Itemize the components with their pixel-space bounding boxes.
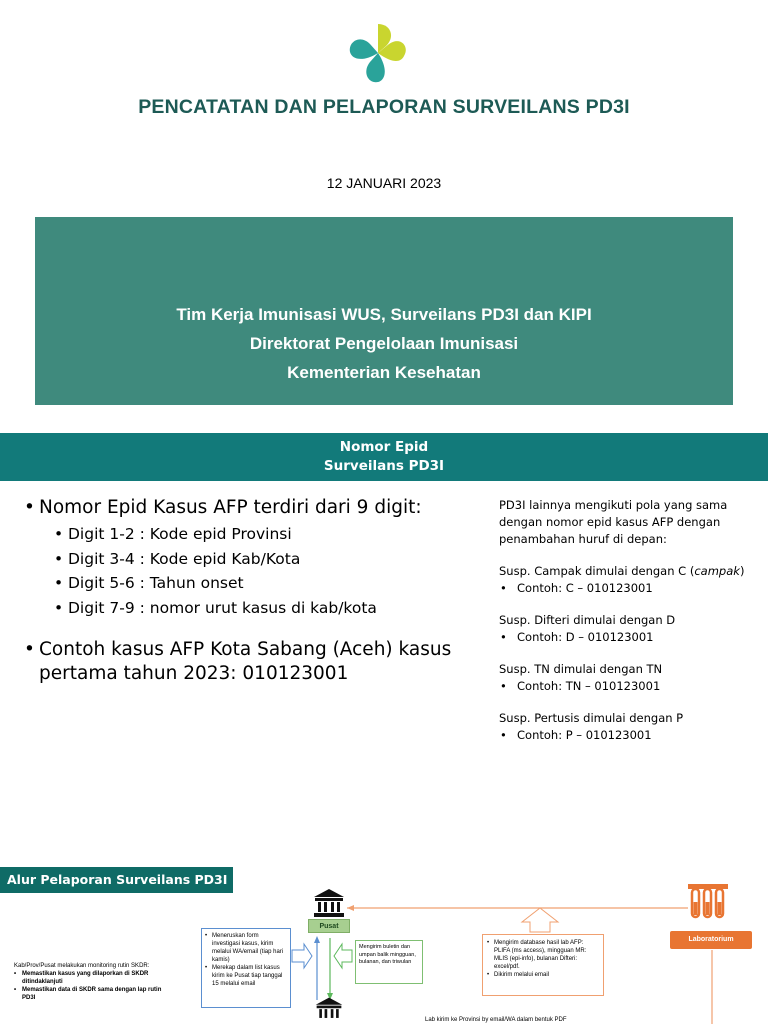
team-line-3: Kementerian Kesehatan bbox=[287, 363, 481, 382]
team-banner bbox=[35, 217, 733, 405]
difteri-example: • Contoh: D – 010123001 bbox=[499, 629, 761, 646]
campak-close: ) bbox=[739, 564, 745, 578]
monitoring-item-text: Memastikan data di SKDR sama dengan lap rutin PD3I bbox=[22, 987, 162, 1001]
lab-database-item: • Dikirim melalui email bbox=[487, 972, 550, 978]
kabkota-item: • Meneruskan form investigasi kasus, kirim melalui WA/email (tiap hari kamis) bbox=[205, 933, 284, 963]
ministry-logo bbox=[346, 20, 410, 86]
campak-heading bbox=[499, 563, 761, 580]
epid-sub-bullet: • Digit 3-4 : Kode epid Kab/Kota bbox=[24, 547, 464, 572]
kabkota-item-text: Meneruskan form investigasi kasus, kirim melalui WA/email (tiap hari kamis) bbox=[212, 933, 284, 963]
feedback-box: Mengirim buletin dan umpan balik mingguan, bulanan, dan triwulan bbox=[355, 940, 423, 984]
lab-to-province-text: Lab kirim ke Provinsi by email/WA dalam bentuk PDF bbox=[425, 1017, 567, 1023]
monitoring-note-head: Kab/Prov/Pusat melakukan monitoring rutin SKDR: bbox=[14, 963, 150, 969]
government-building-icon bbox=[312, 888, 346, 918]
lab-database-item-text: Mengirim database hasil lab AFP: PLIFA (ms access), mingguan MR: MLIS (epi-info), bulanan Difteri: excel/pdf. bbox=[494, 940, 587, 970]
alur-title: Alur Pelaporan Surveilans PD3I bbox=[0, 867, 233, 893]
other-pd3i-note bbox=[499, 497, 761, 744]
orange-hollow-arrow bbox=[522, 908, 558, 932]
pusat-label: Pusat bbox=[308, 919, 350, 933]
kabkota-item: • Merekap dalam list kasus kirim ke Pusat tiap tanggal 15 melalui email bbox=[205, 965, 283, 987]
pusat-up-arrowhead bbox=[314, 936, 320, 943]
kabkota-process-box bbox=[201, 928, 291, 1008]
laboratorium-label: Laboratorium bbox=[670, 931, 752, 949]
difteri-heading: Susp. Difteri dimulai dengan D bbox=[499, 613, 676, 627]
pertusis-heading: Susp. Pertusis dimulai dengan P bbox=[499, 711, 684, 725]
pertusis-example: • Contoh: P – 010123001 bbox=[499, 727, 761, 744]
laboratory-test-tubes-icon bbox=[686, 882, 730, 922]
lab-database-item: • Mengirim database hasil lab AFP: PLIFA (ms access), mingguan MR: MLIS (epi-info), bulanan Difteri: excel/pdf. bbox=[487, 940, 587, 970]
tn-example: • Contoh: TN – 010123001 bbox=[499, 678, 761, 695]
lab-to-pusat-arrowhead bbox=[347, 905, 354, 911]
green-hollow-arrow bbox=[334, 944, 352, 968]
team-line-2: Direktorat Pengelolaan Imunisasi bbox=[249, 334, 519, 353]
other-pd3i-intro: PD3I lainnya mengikuti pola yang sama dengan nomor epid kasus AFP dengan penambahan huruf di depan: bbox=[499, 498, 728, 546]
epid-header-line-2: Surveilans PD3I bbox=[323, 458, 445, 474]
epid-sub-bullet: • Digit 7-9 : nomor urut kasus di kab/kota bbox=[24, 596, 464, 621]
epid-bullet-structure: • Nomor Epid Kasus AFP terdiri dari 9 digit: bbox=[24, 496, 464, 520]
campak-italic: campak bbox=[694, 564, 740, 578]
epid-header-bar bbox=[0, 433, 768, 481]
team-line-1: Tim Kerja Imunisasi WUS, Surveilans PD3I dan KIPI bbox=[176, 305, 592, 324]
campak-heading-text: Susp. Campak dimulai dengan C ( bbox=[499, 564, 695, 578]
lab-database-box bbox=[482, 934, 604, 996]
epid-main-bullets bbox=[24, 496, 464, 686]
monitoring-item: • Memastikan data di SKDR sama dengan lap rutin PD3I bbox=[14, 987, 162, 1001]
epid-sub-bullet: • Digit 1-2 : Kode epid Provinsi bbox=[24, 522, 464, 547]
lab-database-item-text: Dikirim melalui email bbox=[494, 972, 550, 978]
monitoring-item: • Memastikan kasus yang dilaporkan di SKDR ditindaklanjuti bbox=[14, 971, 149, 985]
government-building-icon bbox=[314, 996, 344, 1024]
epid-sub-bullet: • Digit 5-6 : Tahun onset bbox=[24, 571, 464, 596]
campak-example: • Contoh: C – 010123001 bbox=[499, 580, 761, 597]
blue-hollow-arrow bbox=[292, 944, 312, 968]
document-title: PENCATATAN DAN PELAPORAN SURVEILANS PD3I bbox=[138, 96, 630, 118]
epid-bullet-example: • Contoh kasus AFP Kota Sabang (Aceh) kasus pertama tahun 2023: 010123001 bbox=[24, 638, 464, 686]
monitoring-item-text: Memastikan kasus yang dilaporkan di SKDR ditindaklanjuti bbox=[22, 971, 149, 985]
epid-header-line-1: Nomor Epid bbox=[339, 439, 429, 455]
monitoring-note bbox=[14, 962, 172, 1002]
tn-heading: Susp. TN dimulai dengan TN bbox=[499, 662, 663, 676]
kabkota-item-text: Merekap dalam list kasus kirim ke Pusat tiap tanggal 15 melalui email bbox=[212, 965, 283, 987]
document-date: 12 JANUARI 2023 bbox=[326, 175, 442, 191]
